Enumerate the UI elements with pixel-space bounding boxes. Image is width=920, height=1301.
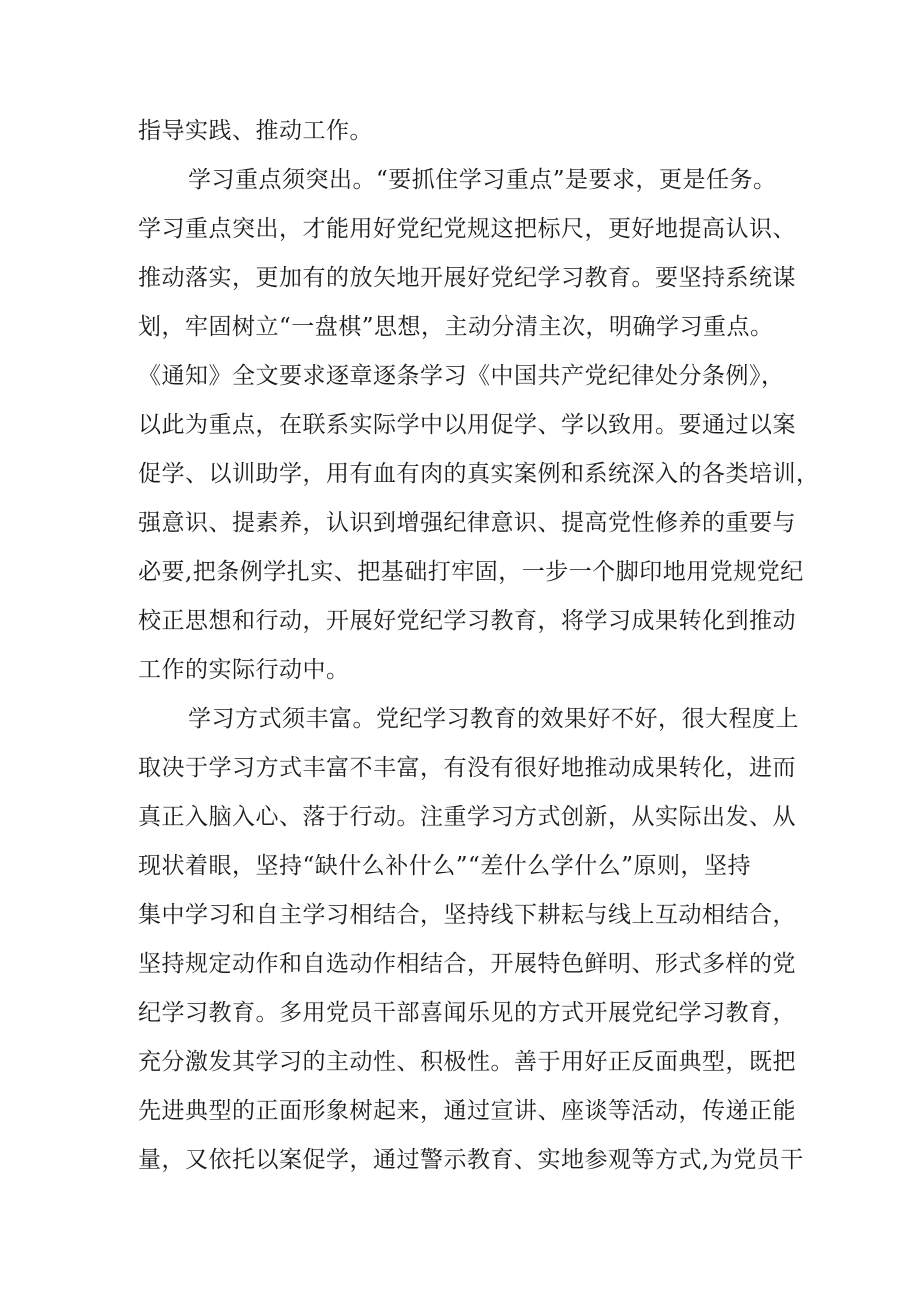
text-line: 集中学习和自主学习相结合，坚持线下耕耘与线上互动相结合， bbox=[138, 902, 796, 928]
paragraph-heading-line: 学习重点须突出。“要抓住学习重点”是要求，更是任务。 bbox=[188, 167, 777, 193]
text-line: 指导实践、推动工作。 bbox=[138, 118, 373, 144]
text-line: 真正入脑入心、落于行动。注重学习方式创新，从实际出发、从 bbox=[138, 804, 796, 830]
text-line: 《通知》全文要求逐章逐条学习《中国共产党纪律处分条例》， bbox=[138, 363, 785, 389]
text-line: 先进典型的正面形象树起来，通过宣讲、座谈等活动，传递正能 bbox=[138, 1098, 796, 1124]
text-line: 校正思想和行动，开展好党纪学习教育，将学习成果转化到推动 bbox=[138, 608, 796, 634]
text-line: 量，又依托以案促学，通过警示教育、实地参观等方式,为党员干 bbox=[138, 1147, 804, 1173]
text-line: 划，牢固树立“一盘棋”思想，主动分清主次，明确学习重点。 bbox=[138, 314, 774, 340]
text-line: 工作的实际行动中。 bbox=[138, 657, 350, 683]
text-line: 取决于学习方式丰富不丰富，有没有很好地推动成果转化，进而 bbox=[138, 755, 796, 781]
text-line: 充分激发其学习的主动性、积极性。善于用好正反面典型，既把 bbox=[138, 1049, 796, 1075]
text-line: 学习重点突出，才能用好党纪党规这把标尺，更好地提高认识、 bbox=[138, 216, 796, 242]
text-line: 推动落实，更加有的放矢地开展好党纪学习教育。要坚持系统谋 bbox=[138, 265, 796, 291]
text-line: 现状着眼，坚持“缺什么补什么”“差什么学什么”原则，坚持 bbox=[138, 853, 752, 879]
text-line: 以此为重点，在联系实际学中以用促学、学以致用。要通过以案 bbox=[138, 412, 796, 438]
text-line: 必要,把条例学扎实、把基础打牢固，一步一个脚印地用党规党纪 bbox=[138, 559, 804, 585]
text-line: 坚持规定动作和自选动作相结合，开展特色鲜明、形式多样的党 bbox=[138, 951, 796, 977]
text-line: 纪学习教育。多用党员干部喜闻乐见的方式开展党纪学习教育， bbox=[138, 1000, 796, 1026]
paragraph-heading-line: 学习方式须丰富。党纪学习教育的效果好不好，很大程度上 bbox=[188, 706, 799, 732]
text-line: 强意识、提素养，认识到增强纪律意识、提高党性修养的重要与 bbox=[138, 510, 796, 536]
text-line: 促学、以训助学，用有血有肉的真实案例和系统深入的各类培训， bbox=[138, 461, 820, 487]
